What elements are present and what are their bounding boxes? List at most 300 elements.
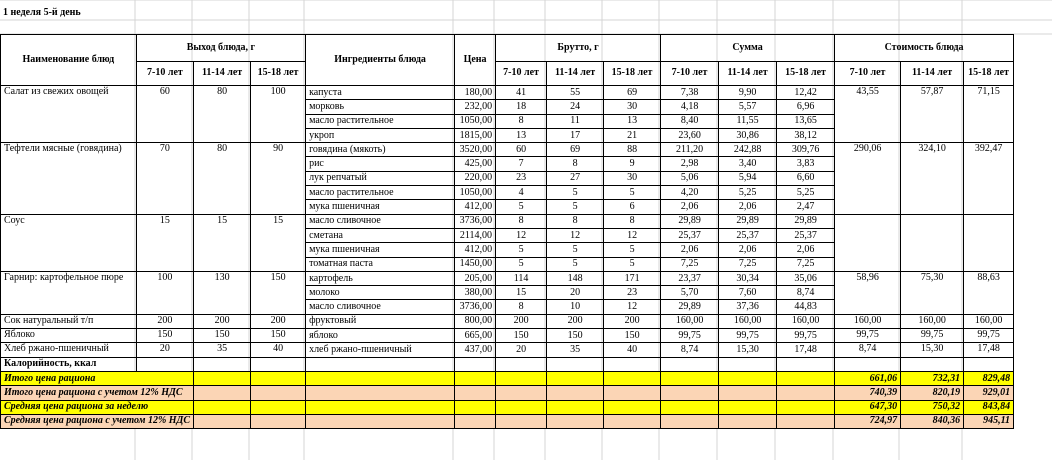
calories-value[interactable] bbox=[964, 357, 1014, 371]
ingredient-price[interactable]: 232,00 bbox=[455, 100, 496, 114]
summary-empty[interactable] bbox=[251, 371, 306, 385]
summary-value[interactable]: 840,36 bbox=[901, 414, 964, 428]
dish-cost[interactable]: 324,10 bbox=[901, 143, 964, 214]
dish-name[interactable]: Соус bbox=[1, 214, 137, 271]
header-age-group[interactable]: 11-14 лет bbox=[547, 61, 604, 85]
dish-output[interactable]: 90 bbox=[251, 143, 306, 214]
ingredient-brutto[interactable]: 8 bbox=[604, 214, 661, 228]
ingredient-brutto[interactable]: 30 bbox=[604, 171, 661, 185]
ingredient-sum[interactable]: 23,60 bbox=[661, 128, 719, 142]
summary-value[interactable]: 732,31 bbox=[901, 371, 964, 385]
ingredient-sum[interactable]: 7,25 bbox=[777, 257, 835, 271]
summary-empty[interactable] bbox=[306, 414, 455, 428]
ingredient-sum[interactable]: 30,34 bbox=[719, 271, 777, 285]
header-sum[interactable]: Сумма bbox=[661, 35, 835, 62]
ingredient-sum[interactable]: 23,37 bbox=[661, 271, 719, 285]
summary-empty[interactable] bbox=[547, 414, 604, 428]
ingredient-brutto[interactable]: 5 bbox=[604, 186, 661, 200]
ingredient-sum[interactable]: 25,37 bbox=[777, 228, 835, 242]
ingredient-brutto[interactable]: 30 bbox=[604, 100, 661, 114]
summary-value[interactable]: 740,39 bbox=[835, 386, 901, 400]
summary-empty[interactable] bbox=[455, 414, 496, 428]
dish-cost[interactable]: 15,30 bbox=[901, 343, 964, 357]
ingredient-price[interactable]: 1815,00 bbox=[455, 128, 496, 142]
ingredient-sum[interactable]: 12,42 bbox=[777, 86, 835, 100]
summary-empty[interactable] bbox=[251, 400, 306, 414]
dish-output[interactable]: 80 bbox=[194, 86, 251, 143]
ingredient-sum[interactable]: 7,60 bbox=[719, 286, 777, 300]
ingredient-brutto[interactable]: 11 bbox=[547, 114, 604, 128]
summary-empty[interactable] bbox=[251, 414, 306, 428]
summary-empty[interactable] bbox=[496, 400, 547, 414]
header-age-group[interactable]: 11-14 лет bbox=[194, 61, 251, 85]
dish-output[interactable]: 130 bbox=[194, 271, 251, 314]
summary-value[interactable]: 661,06 bbox=[835, 371, 901, 385]
table-row bbox=[1, 214, 1014, 228]
ingredient-sum[interactable]: 211,20 bbox=[661, 143, 719, 157]
dish-name[interactable]: Гарнир: картофельное пюре bbox=[1, 271, 137, 314]
ingredient-price[interactable]: 3520,00 bbox=[455, 143, 496, 157]
calories-value[interactable] bbox=[661, 357, 719, 371]
dish-cost[interactable]: 71,15 bbox=[964, 86, 1014, 143]
summary-empty[interactable] bbox=[496, 371, 547, 385]
ingredient-price[interactable]: 1050,00 bbox=[455, 186, 496, 200]
ingredient-name[interactable]: лук репчатый bbox=[306, 171, 455, 185]
summary-row bbox=[1, 414, 1014, 428]
ingredient-sum[interactable]: 38,12 bbox=[777, 128, 835, 142]
calories-value[interactable] bbox=[719, 357, 777, 371]
summary-value[interactable]: 820,19 bbox=[901, 386, 964, 400]
ingredient-brutto[interactable]: 8 bbox=[496, 114, 547, 128]
dish-cost[interactable]: 75,30 bbox=[901, 271, 964, 314]
dish-output[interactable]: 150 bbox=[251, 271, 306, 314]
ingredient-sum[interactable]: 44,83 bbox=[777, 300, 835, 314]
ingredient-brutto[interactable]: 5 bbox=[496, 243, 547, 257]
ingredient-price[interactable]: 180,00 bbox=[455, 86, 496, 100]
summary-empty[interactable] bbox=[604, 371, 661, 385]
summary-empty[interactable] bbox=[661, 386, 719, 400]
header-age-group[interactable]: 7-10 лет bbox=[661, 61, 719, 85]
dish-cost[interactable]: 8,74 bbox=[835, 343, 901, 357]
dish-cost[interactable] bbox=[835, 214, 901, 271]
sheet-title[interactable]: 1 неделя 5-й день bbox=[3, 7, 81, 18]
ingredient-brutto[interactable]: 10 bbox=[547, 300, 604, 314]
dish-output[interactable]: 150 bbox=[251, 329, 306, 343]
ingredient-price[interactable]: 380,00 bbox=[455, 286, 496, 300]
ingredient-brutto[interactable]: 13 bbox=[604, 114, 661, 128]
dish-cost[interactable]: 43,55 bbox=[835, 86, 901, 143]
ingredient-sum[interactable]: 11,55 bbox=[719, 114, 777, 128]
ingredient-brutto[interactable]: 200 bbox=[496, 314, 547, 328]
ingredient-price[interactable]: 1050,00 bbox=[455, 114, 496, 128]
header-age-group[interactable]: 7-10 лет bbox=[835, 61, 901, 85]
ingredient-name[interactable]: говядина (мякоть) bbox=[306, 143, 455, 157]
summary-empty[interactable] bbox=[455, 400, 496, 414]
ingredient-name[interactable]: масло сливочное bbox=[306, 300, 455, 314]
ingredient-sum[interactable]: 25,37 bbox=[719, 228, 777, 242]
summary-empty[interactable] bbox=[604, 400, 661, 414]
ingredient-sum[interactable]: 160,00 bbox=[661, 314, 719, 328]
ingredient-brutto[interactable]: 5 bbox=[496, 200, 547, 214]
ingredient-sum[interactable]: 160,00 bbox=[777, 314, 835, 328]
ingredient-brutto[interactable]: 27 bbox=[547, 171, 604, 185]
ingredient-sum[interactable]: 99,75 bbox=[661, 329, 719, 343]
ingredient-price[interactable]: 412,00 bbox=[455, 200, 496, 214]
header-ingredients[interactable]: Ингредиенты блюда bbox=[306, 35, 455, 86]
ingredient-price[interactable]: 437,00 bbox=[455, 343, 496, 357]
dish-cost[interactable]: 99,75 bbox=[964, 329, 1014, 343]
ingredient-sum[interactable]: 35,06 bbox=[777, 271, 835, 285]
calories-value[interactable] bbox=[306, 357, 455, 371]
ingredient-brutto[interactable]: 21 bbox=[604, 128, 661, 142]
ingredient-price[interactable]: 412,00 bbox=[455, 243, 496, 257]
header-dish-name[interactable]: Наименование блюд bbox=[1, 35, 137, 86]
ingredient-brutto[interactable]: 150 bbox=[547, 329, 604, 343]
header-age-group[interactable]: 7-10 лет bbox=[496, 61, 547, 85]
calories-value[interactable] bbox=[136, 357, 193, 371]
calories-value[interactable] bbox=[604, 357, 661, 371]
ingredient-sum[interactable]: 6,60 bbox=[777, 171, 835, 185]
summary-value[interactable]: 843,84 bbox=[964, 400, 1014, 414]
calories-label[interactable]: Калорийность, ккал bbox=[1, 357, 137, 371]
ingredient-name[interactable]: масло растительное bbox=[306, 114, 455, 128]
header-output[interactable]: Выход блюда, г bbox=[136, 35, 305, 62]
ingredient-price[interactable]: 2114,00 bbox=[455, 228, 496, 242]
ingredient-sum[interactable]: 25,37 bbox=[661, 228, 719, 242]
ingredient-price[interactable]: 205,00 bbox=[455, 271, 496, 285]
ingredient-sum[interactable]: 2,47 bbox=[777, 200, 835, 214]
ingredient-sum[interactable]: 29,89 bbox=[661, 214, 719, 228]
header-price[interactable]: Цена bbox=[455, 35, 496, 86]
calories-value[interactable] bbox=[777, 357, 835, 371]
ingredient-sum[interactable]: 5,70 bbox=[661, 286, 719, 300]
ingredient-brutto[interactable]: 12 bbox=[604, 300, 661, 314]
calories-value[interactable] bbox=[251, 357, 306, 371]
dish-name[interactable]: Яблоко bbox=[1, 329, 137, 343]
table-row bbox=[1, 343, 1014, 357]
ingredient-sum[interactable]: 29,89 bbox=[661, 300, 719, 314]
ingredient-brutto[interactable]: 5 bbox=[547, 257, 604, 271]
ingredient-brutto[interactable]: 69 bbox=[547, 143, 604, 157]
ingredient-brutto[interactable]: 171 bbox=[604, 271, 661, 285]
calories-value[interactable] bbox=[194, 357, 251, 371]
ingredient-brutto[interactable]: 150 bbox=[604, 329, 661, 343]
ingredient-sum[interactable]: 5,94 bbox=[719, 171, 777, 185]
summary-empty[interactable] bbox=[547, 400, 604, 414]
ingredient-sum[interactable]: 5,25 bbox=[719, 186, 777, 200]
ingredient-sum[interactable]: 99,75 bbox=[777, 329, 835, 343]
ingredient-sum[interactable]: 30,86 bbox=[719, 128, 777, 142]
dish-output[interactable]: 70 bbox=[136, 143, 193, 214]
ingredient-brutto[interactable]: 17 bbox=[547, 128, 604, 142]
ingredient-brutto[interactable]: 23 bbox=[604, 286, 661, 300]
ingredient-brutto[interactable]: 5 bbox=[547, 243, 604, 257]
ingredient-sum[interactable]: 3,83 bbox=[777, 157, 835, 171]
calories-value[interactable] bbox=[901, 357, 964, 371]
dish-output[interactable]: 35 bbox=[194, 343, 251, 357]
ingredient-sum[interactable]: 8,74 bbox=[777, 286, 835, 300]
summary-label[interactable]: Итого цена рациона bbox=[1, 371, 194, 385]
ingredient-name[interactable]: мука пшеничная bbox=[306, 243, 455, 257]
summary-empty[interactable] bbox=[194, 400, 251, 414]
ingredient-brutto[interactable]: 20 bbox=[496, 343, 547, 357]
calories-value[interactable] bbox=[547, 357, 604, 371]
ingredient-name[interactable]: картофель bbox=[306, 271, 455, 285]
ingredient-name[interactable]: масло сливочное bbox=[306, 214, 455, 228]
dish-name[interactable]: Хлеб ржано-пшеничный bbox=[1, 343, 137, 357]
ingredient-sum[interactable]: 2,06 bbox=[661, 243, 719, 257]
summary-empty[interactable] bbox=[604, 414, 661, 428]
summary-empty[interactable] bbox=[547, 371, 604, 385]
ingredient-brutto[interactable]: 69 bbox=[604, 86, 661, 100]
calories-value[interactable] bbox=[496, 357, 547, 371]
summary-label[interactable]: Итого цена рациона с учетом 12% НДС bbox=[1, 386, 194, 400]
ingredient-sum[interactable]: 8,74 bbox=[661, 343, 719, 357]
ingredient-sum[interactable]: 7,25 bbox=[661, 257, 719, 271]
ingredient-name[interactable]: сметана bbox=[306, 228, 455, 242]
summary-row bbox=[1, 400, 1014, 414]
ingredient-brutto[interactable]: 8 bbox=[547, 157, 604, 171]
ingredient-brutto[interactable]: 114 bbox=[496, 271, 547, 285]
summary-row bbox=[1, 386, 1014, 400]
ingredient-name[interactable]: морковь bbox=[306, 100, 455, 114]
summary-empty[interactable] bbox=[194, 386, 251, 400]
table-row bbox=[1, 271, 1014, 285]
ingredient-brutto[interactable]: 41 bbox=[496, 86, 547, 100]
ingredient-sum[interactable]: 2,06 bbox=[661, 200, 719, 214]
summary-label[interactable]: Средняя цена рациона за неделю bbox=[1, 400, 194, 414]
ingredient-price[interactable]: 3736,00 bbox=[455, 214, 496, 228]
ingredient-brutto[interactable]: 200 bbox=[547, 314, 604, 328]
ingredient-brutto[interactable]: 15 bbox=[496, 286, 547, 300]
ingredient-brutto[interactable]: 8 bbox=[496, 300, 547, 314]
ingredient-brutto[interactable]: 150 bbox=[496, 329, 547, 343]
ingredient-brutto[interactable]: 148 bbox=[547, 271, 604, 285]
summary-value[interactable]: 929,01 bbox=[964, 386, 1014, 400]
ingredient-name[interactable]: рис bbox=[306, 157, 455, 171]
dish-output[interactable]: 40 bbox=[251, 343, 306, 357]
ingredient-brutto[interactable]: 5 bbox=[604, 243, 661, 257]
ingredient-brutto[interactable]: 5 bbox=[604, 257, 661, 271]
ingredient-sum[interactable]: 6,96 bbox=[777, 100, 835, 114]
ingredient-price[interactable]: 1450,00 bbox=[455, 257, 496, 271]
header-age-group[interactable]: 11-14 лет bbox=[719, 61, 777, 85]
header-age-group[interactable]: 15-18 лет bbox=[251, 61, 306, 85]
ingredient-brutto[interactable]: 60 bbox=[496, 143, 547, 157]
ingredient-brutto[interactable]: 9 bbox=[604, 157, 661, 171]
ingredient-name[interactable]: молоко bbox=[306, 286, 455, 300]
ingredient-name[interactable]: фруктовый bbox=[306, 314, 455, 328]
summary-empty[interactable] bbox=[547, 386, 604, 400]
summary-value[interactable]: 647,30 bbox=[835, 400, 901, 414]
ingredient-sum[interactable]: 37,36 bbox=[719, 300, 777, 314]
ingredient-price[interactable]: 665,00 bbox=[455, 329, 496, 343]
ingredient-sum[interactable]: 8,40 bbox=[661, 114, 719, 128]
ingredient-brutto[interactable]: 5 bbox=[547, 200, 604, 214]
summary-value[interactable]: 724,97 bbox=[835, 414, 901, 428]
ingredient-brutto[interactable]: 8 bbox=[496, 214, 547, 228]
dish-cost[interactable]: 160,00 bbox=[964, 314, 1014, 328]
summary-empty[interactable] bbox=[604, 386, 661, 400]
ingredient-sum[interactable]: 7,38 bbox=[661, 86, 719, 100]
table-row bbox=[1, 329, 1014, 343]
summary-empty[interactable] bbox=[777, 400, 835, 414]
summary-empty[interactable] bbox=[719, 371, 777, 385]
ingredient-brutto[interactable]: 24 bbox=[547, 100, 604, 114]
dish-cost[interactable]: 17,48 bbox=[964, 343, 1014, 357]
ingredient-sum[interactable]: 2,06 bbox=[719, 243, 777, 257]
summary-empty[interactable] bbox=[496, 414, 547, 428]
ingredient-sum[interactable]: 242,88 bbox=[719, 143, 777, 157]
ingredient-sum[interactable]: 5,06 bbox=[661, 171, 719, 185]
ingredient-brutto[interactable]: 5 bbox=[496, 257, 547, 271]
dish-cost[interactable]: 160,00 bbox=[901, 314, 964, 328]
calories-value[interactable] bbox=[455, 357, 496, 371]
ingredient-name[interactable]: масло растительное bbox=[306, 186, 455, 200]
ingredient-name[interactable]: хлеб ржано-пшеничный bbox=[306, 343, 455, 357]
ingredient-sum[interactable]: 4,18 bbox=[661, 100, 719, 114]
ingredient-brutto[interactable]: 12 bbox=[496, 228, 547, 242]
ingredient-sum[interactable]: 15,30 bbox=[719, 343, 777, 357]
ingredient-sum[interactable]: 17,48 bbox=[777, 343, 835, 357]
dish-name[interactable]: Сок натуральный т/п bbox=[1, 314, 137, 328]
dish-cost[interactable] bbox=[964, 214, 1014, 271]
ingredient-brutto[interactable]: 4 bbox=[496, 186, 547, 200]
dish-output[interactable]: 15 bbox=[136, 214, 193, 271]
ingredient-sum[interactable]: 29,89 bbox=[777, 214, 835, 228]
summary-empty[interactable] bbox=[306, 400, 455, 414]
ingredient-sum[interactable]: 9,90 bbox=[719, 86, 777, 100]
summary-value[interactable]: 750,32 bbox=[901, 400, 964, 414]
table-row bbox=[1, 314, 1014, 328]
ingredient-brutto[interactable]: 20 bbox=[547, 286, 604, 300]
dish-output[interactable]: 150 bbox=[136, 329, 193, 343]
dish-output[interactable]: 100 bbox=[136, 271, 193, 314]
dish-cost[interactable]: 99,75 bbox=[835, 329, 901, 343]
ingredient-brutto[interactable]: 88 bbox=[604, 143, 661, 157]
summary-empty[interactable] bbox=[719, 400, 777, 414]
ingredient-sum[interactable]: 4,20 bbox=[661, 186, 719, 200]
dish-output[interactable]: 150 bbox=[194, 329, 251, 343]
summary-label[interactable]: Средняя цена рациона с учетом 12% НДС bbox=[1, 414, 194, 428]
dish-cost[interactable]: 88,63 bbox=[964, 271, 1014, 314]
dish-name[interactable]: Тефтели мясные (говядина) bbox=[1, 143, 137, 214]
summary-empty[interactable] bbox=[661, 371, 719, 385]
ingredient-sum[interactable]: 309,76 bbox=[777, 143, 835, 157]
header-age-group[interactable]: 15-18 лет bbox=[964, 61, 1014, 85]
ingredient-name[interactable]: капуста bbox=[306, 86, 455, 100]
ingredient-sum[interactable]: 99,75 bbox=[719, 329, 777, 343]
summary-empty[interactable] bbox=[194, 414, 251, 428]
summary-empty[interactable] bbox=[455, 386, 496, 400]
ingredient-sum[interactable]: 29,89 bbox=[719, 214, 777, 228]
ingredient-sum[interactable]: 5,57 bbox=[719, 100, 777, 114]
ingredient-price[interactable]: 220,00 bbox=[455, 171, 496, 185]
summary-empty[interactable] bbox=[661, 414, 719, 428]
summary-empty[interactable] bbox=[251, 386, 306, 400]
dish-output[interactable]: 200 bbox=[194, 314, 251, 328]
ingredient-price[interactable]: 800,00 bbox=[455, 314, 496, 328]
summary-empty[interactable] bbox=[661, 400, 719, 414]
ingredient-sum[interactable]: 3,40 bbox=[719, 157, 777, 171]
summary-empty[interactable] bbox=[306, 371, 455, 385]
ingredient-sum[interactable]: 160,00 bbox=[719, 314, 777, 328]
ingredient-brutto[interactable]: 18 bbox=[496, 100, 547, 114]
header-age-group[interactable]: 11-14 лет bbox=[901, 61, 964, 85]
ingredient-sum[interactable]: 7,25 bbox=[719, 257, 777, 271]
ingredient-sum[interactable]: 2,98 bbox=[661, 157, 719, 171]
ingredient-brutto[interactable]: 55 bbox=[547, 86, 604, 100]
ingredient-sum[interactable]: 5,25 bbox=[777, 186, 835, 200]
dish-cost[interactable] bbox=[901, 214, 964, 271]
ingredient-brutto[interactable]: 40 bbox=[604, 343, 661, 357]
ingredient-brutto[interactable]: 12 bbox=[547, 228, 604, 242]
summary-empty[interactable] bbox=[306, 386, 455, 400]
ingredient-brutto[interactable]: 35 bbox=[547, 343, 604, 357]
dish-name[interactable]: Салат из свежих овощей bbox=[1, 86, 137, 143]
ingredient-brutto[interactable]: 13 bbox=[496, 128, 547, 142]
summary-value[interactable]: 829,48 bbox=[964, 371, 1014, 385]
ingredient-brutto[interactable]: 6 bbox=[604, 200, 661, 214]
ingredient-price[interactable]: 3736,00 bbox=[455, 300, 496, 314]
summary-empty[interactable] bbox=[455, 371, 496, 385]
dish-cost[interactable]: 290,06 bbox=[835, 143, 901, 214]
ingredient-price[interactable]: 425,00 bbox=[455, 157, 496, 171]
dish-cost[interactable]: 99,75 bbox=[901, 329, 964, 343]
dish-output[interactable]: 20 bbox=[136, 343, 193, 357]
ingredient-brutto[interactable]: 23 bbox=[496, 171, 547, 185]
ingredient-sum[interactable]: 13,65 bbox=[777, 114, 835, 128]
ingredient-name[interactable]: укроп bbox=[306, 128, 455, 142]
summary-empty[interactable] bbox=[777, 414, 835, 428]
dish-cost[interactable]: 160,00 bbox=[835, 314, 901, 328]
ingredient-brutto[interactable]: 200 bbox=[604, 314, 661, 328]
summary-empty[interactable] bbox=[777, 371, 835, 385]
ingredient-name[interactable]: томатная паста bbox=[306, 257, 455, 271]
ingredient-brutto[interactable]: 5 bbox=[547, 186, 604, 200]
dish-output[interactable]: 80 bbox=[194, 143, 251, 214]
ingredient-name[interactable]: мука пшеничная bbox=[306, 200, 455, 214]
summary-empty[interactable] bbox=[777, 386, 835, 400]
header-age-group[interactable]: 15-18 лет bbox=[604, 61, 661, 85]
dish-cost[interactable]: 57,87 bbox=[901, 86, 964, 143]
dish-cost[interactable]: 58,96 bbox=[835, 271, 901, 314]
dish-cost[interactable]: 392,47 bbox=[964, 143, 1014, 214]
ingredient-sum[interactable]: 2,06 bbox=[777, 243, 835, 257]
summary-empty[interactable] bbox=[194, 371, 251, 385]
dish-output[interactable]: 15 bbox=[194, 214, 251, 271]
summary-value[interactable]: 945,11 bbox=[964, 414, 1014, 428]
summary-empty[interactable] bbox=[719, 386, 777, 400]
ingredient-brutto[interactable]: 7 bbox=[496, 157, 547, 171]
calories-value[interactable] bbox=[835, 357, 901, 371]
dish-output[interactable]: 200 bbox=[136, 314, 193, 328]
ingredient-brutto[interactable]: 8 bbox=[547, 214, 604, 228]
dish-output[interactable]: 15 bbox=[251, 214, 306, 271]
header-age-group[interactable]: 15-18 лет bbox=[777, 61, 835, 85]
header-brutto[interactable]: Брутто, г bbox=[496, 35, 661, 62]
summary-empty[interactable] bbox=[719, 414, 777, 428]
header-cost[interactable]: Стоимость блюда bbox=[835, 35, 1014, 62]
dish-output[interactable]: 200 bbox=[251, 314, 306, 328]
ingredient-name[interactable]: яблоко bbox=[306, 329, 455, 343]
ingredient-brutto[interactable]: 12 bbox=[604, 228, 661, 242]
ingredient-sum[interactable]: 2,06 bbox=[719, 200, 777, 214]
header-age-group[interactable]: 7-10 лет bbox=[136, 61, 193, 85]
summary-empty[interactable] bbox=[496, 386, 547, 400]
dish-output[interactable]: 100 bbox=[251, 86, 306, 143]
dish-output[interactable]: 60 bbox=[136, 86, 193, 143]
